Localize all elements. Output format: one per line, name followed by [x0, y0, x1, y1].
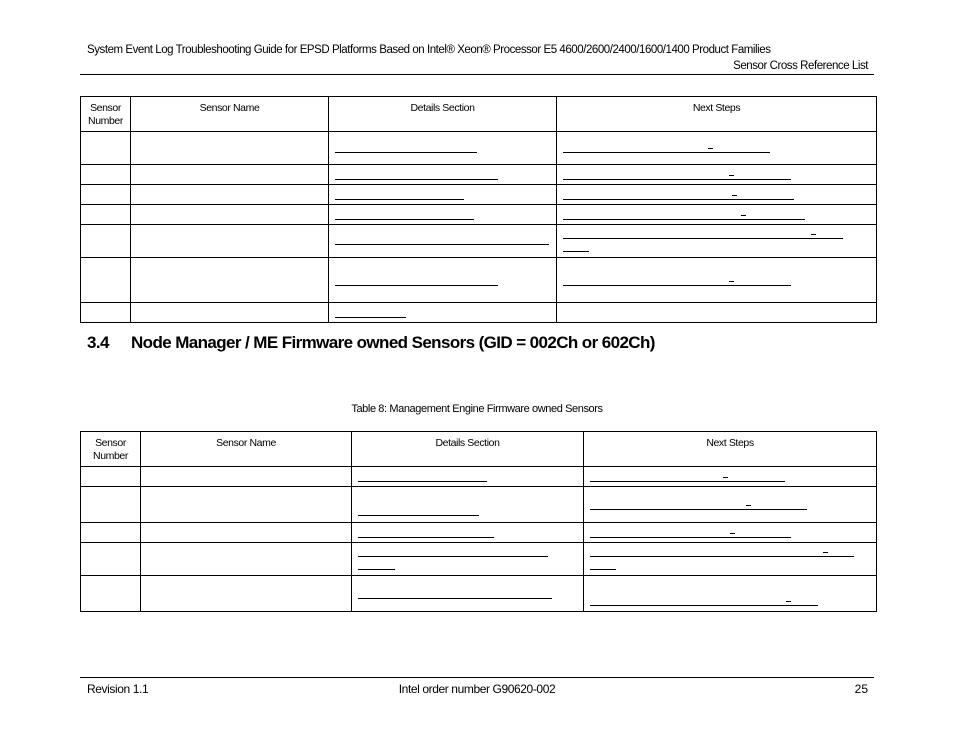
details-link[interactable] [335, 219, 474, 220]
table-row [81, 132, 877, 165]
column-header-sensor-number: Sensor Number [81, 432, 141, 467]
details-link[interactable] [358, 598, 552, 599]
table-header-row [81, 97, 877, 132]
me-firmware-sensor-table [80, 431, 877, 612]
details-link[interactable] [358, 481, 487, 482]
section-title-text: Node Manager / ME Firmware owned Sensors (GID = 002Ch or 602Ch) [131, 333, 655, 352]
details-link[interactable] [335, 317, 406, 318]
next-steps-link[interactable] [563, 285, 791, 286]
column-header-next-steps: Next Steps [584, 432, 877, 467]
table-row [81, 205, 877, 225]
table-row [81, 487, 877, 523]
table-row [81, 576, 877, 612]
details-link[interactable] [335, 244, 549, 245]
next-steps-link[interactable] [590, 509, 807, 510]
footer-revision: Revision 1.1 [87, 682, 149, 696]
section-number: 3.4 [87, 333, 109, 352]
sensor-table-continued [80, 96, 877, 323]
details-link[interactable] [335, 152, 477, 153]
header-rule [80, 74, 874, 75]
column-header-next-steps: Next Steps [557, 97, 877, 132]
table-row [81, 303, 877, 323]
column-header-details-section: Details Section [352, 432, 584, 467]
table-caption: Table 8: Management Engine Firmware owned Sensors [351, 403, 603, 415]
next-steps-link[interactable] [563, 199, 794, 200]
section-heading [87, 333, 655, 353]
details-link[interactable] [358, 556, 548, 557]
next-steps-link[interactable] [563, 219, 805, 220]
table-row [81, 165, 877, 185]
details-link[interactable] [335, 199, 464, 200]
footer-page-number: 25 [854, 682, 868, 696]
table-row [81, 467, 877, 487]
table-row [81, 258, 877, 303]
header-title: System Event Log Troubleshooting Guide for EPSD Platforms Based on Intel® Xeon® Processor E5 4600/2600/2400/1600/1400 Product Families [87, 44, 771, 56]
column-header-sensor-number: Sensor Number [81, 97, 131, 132]
column-header-sensor-name: Sensor Name [141, 432, 352, 467]
next-steps-link[interactable] [590, 537, 791, 538]
next-steps-link[interactable] [563, 238, 843, 239]
table-row [81, 225, 877, 258]
next-steps-link[interactable] [590, 605, 818, 606]
details-link[interactable] [335, 285, 498, 286]
next-steps-link[interactable] [590, 556, 854, 557]
header-subtitle: Sensor Cross Reference List [733, 60, 868, 72]
footer-order-number: Intel order number G90620-002 [398, 682, 556, 696]
details-link[interactable] [358, 515, 479, 516]
table-row [81, 185, 877, 205]
column-header-details-section: Details Section [329, 97, 557, 132]
next-steps-link[interactable] [590, 481, 785, 482]
table-header-row [81, 432, 877, 467]
table-row [81, 523, 877, 543]
table-row [81, 543, 877, 576]
details-link[interactable] [335, 179, 498, 180]
footer-rule [80, 677, 874, 678]
details-link[interactable] [358, 537, 494, 538]
next-steps-link[interactable] [563, 179, 791, 180]
column-header-sensor-name: Sensor Name [131, 97, 329, 132]
next-steps-link[interactable] [563, 152, 770, 153]
